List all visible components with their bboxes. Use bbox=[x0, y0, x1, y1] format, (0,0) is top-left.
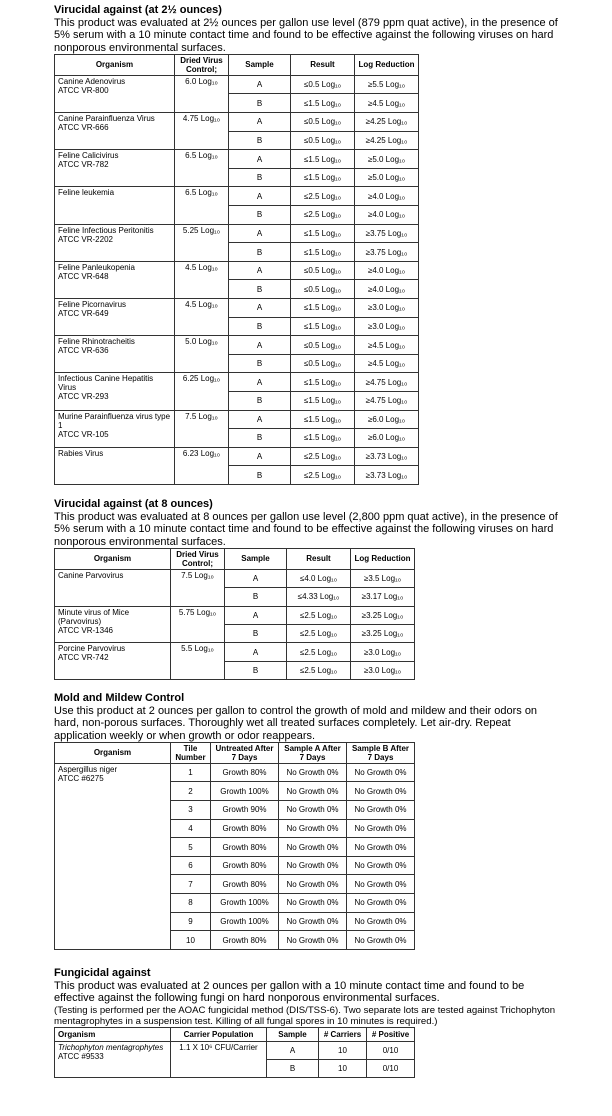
result-cell: ≤2.5 Log₁₀ bbox=[291, 466, 355, 485]
body-line: nonporous environmental surfaces. bbox=[54, 41, 226, 54]
result-cell: ≤1.5 Log₁₀ bbox=[291, 94, 355, 113]
header-organism: Organism bbox=[55, 1027, 171, 1041]
header-log-reduction: Log Reduction bbox=[351, 548, 415, 569]
mold-mildew-table bbox=[54, 742, 415, 950]
header-organism: Organism bbox=[55, 548, 171, 569]
result-cell: ≤4.0 Log₁₀ bbox=[287, 569, 351, 587]
untreated-cell: Growth 100% bbox=[211, 912, 279, 931]
sample-b-cell: No Growth 0% bbox=[347, 912, 415, 931]
log-reduction-cell: ≥3.17 Log₁₀ bbox=[351, 588, 415, 606]
organism-cell bbox=[55, 1041, 171, 1077]
control-cell: 4.5 Log₁₀ bbox=[175, 261, 229, 298]
log-reduction-cell: ≥6.0 Log₁₀ bbox=[355, 429, 419, 448]
log-reduction-cell: ≥3.73 Log₁₀ bbox=[355, 466, 419, 485]
table-row bbox=[55, 75, 419, 94]
note-line: (Testing is performed per the AOAC fungicidal method (DIS/TSS-6). Two separate lots are tested against Trichophyton bbox=[54, 1004, 556, 1016]
body-line: application weekly or when growth or odor reappears. bbox=[54, 729, 316, 742]
control-cell: 6.5 Log₁₀ bbox=[175, 150, 229, 187]
log-reduction-cell: ≥4.0 Log₁₀ bbox=[355, 280, 419, 299]
sample-cell: A bbox=[229, 113, 291, 132]
sample-a-cell: No Growth 0% bbox=[279, 782, 347, 801]
control-cell: 6.5 Log₁₀ bbox=[175, 187, 229, 224]
note-line: mentagrophytes in a suspension test. Killing of all fungal spores in 10 minutes is required.) bbox=[54, 1015, 438, 1027]
organism-name-line: ATCC VR-800 bbox=[58, 85, 109, 95]
untreated-cell: Growth 80% bbox=[211, 819, 279, 838]
sample-cell: A bbox=[229, 150, 291, 169]
sample-b-cell: No Growth 0% bbox=[347, 931, 415, 950]
table-row bbox=[55, 373, 419, 392]
organism-name-line: Feline Infectious Peritonitis bbox=[58, 225, 154, 235]
tile-number-cell: 6 bbox=[171, 856, 211, 875]
result-cell: ≤1.5 Log₁₀ bbox=[291, 317, 355, 336]
organism-name-line: ATCC VR-2202 bbox=[58, 234, 113, 244]
untreated-cell: Growth 80% bbox=[211, 763, 279, 782]
organism-name-line: Canine Adenovirus bbox=[58, 76, 126, 86]
log-reduction-cell: ≥4.0 Log₁₀ bbox=[355, 206, 419, 225]
tile-number-cell: 9 bbox=[171, 912, 211, 931]
header-positive: # Positive bbox=[367, 1027, 415, 1041]
sample-a-cell: No Growth 0% bbox=[279, 819, 347, 838]
organism-cell bbox=[55, 763, 171, 949]
result-cell: ≤2.5 Log₁₀ bbox=[291, 187, 355, 206]
sample-cell: A bbox=[229, 261, 291, 280]
sample-cell: A bbox=[229, 410, 291, 429]
sample-cell: B bbox=[229, 94, 291, 113]
sample-cell: A bbox=[229, 187, 291, 206]
log-reduction-cell: ≥4.0 Log₁₀ bbox=[355, 261, 419, 280]
organism-name-line: ATCC VR-648 bbox=[58, 271, 109, 281]
table-row bbox=[55, 299, 419, 318]
organism-name-line: ATCC VR-742 bbox=[58, 653, 109, 663]
untreated-cell: Growth 100% bbox=[211, 782, 279, 801]
section-heading: Virucidal against (at 8 ounces) bbox=[54, 498, 213, 510]
organism-cell bbox=[55, 299, 175, 336]
organism-name-line: Porcine Parvovirus bbox=[58, 644, 126, 654]
organism-name-line: Minute virus of Mice bbox=[58, 607, 130, 617]
table-row bbox=[55, 224, 419, 243]
organism-cell bbox=[55, 113, 175, 150]
organism-name-line: Feline Panleukopenia bbox=[58, 262, 135, 272]
result-cell: ≤1.5 Log₁₀ bbox=[291, 224, 355, 243]
result-cell: ≤1.5 Log₁₀ bbox=[291, 168, 355, 187]
result-cell: ≤2.5 Log₁₀ bbox=[291, 206, 355, 225]
tile-number-cell: 10 bbox=[171, 931, 211, 950]
header-sample: Sample bbox=[225, 548, 287, 569]
log-reduction-cell: ≥3.0 Log₁₀ bbox=[355, 299, 419, 318]
result-cell: ≤2.5 Log₁₀ bbox=[287, 661, 351, 679]
table-row bbox=[55, 410, 419, 429]
log-reduction-cell: ≥3.5 Log₁₀ bbox=[351, 569, 415, 587]
organism-name-line: ATCC VR-105 bbox=[58, 429, 109, 439]
section-body bbox=[54, 511, 558, 548]
log-reduction-cell: ≥3.0 Log₁₀ bbox=[351, 661, 415, 679]
untreated-cell: Growth 90% bbox=[211, 801, 279, 820]
organism-name-line: Canine Parainfluenza Virus bbox=[58, 114, 155, 124]
section-heading: Virucidal against (at 2½ ounces) bbox=[54, 4, 222, 16]
sample-cell: B bbox=[225, 625, 287, 643]
log-reduction-cell: ≥3.75 Log₁₀ bbox=[355, 243, 419, 262]
organism-cell bbox=[55, 75, 175, 112]
table-row bbox=[55, 113, 419, 132]
tile-number-cell: 4 bbox=[171, 819, 211, 838]
control-cell: 6.23 Log₁₀ bbox=[175, 447, 229, 484]
body-line: This product was evaluated at 2 ounces per gallon with a 10 minute contact time and found to be bbox=[54, 980, 525, 992]
log-reduction-cell: ≥3.0 Log₁₀ bbox=[355, 317, 419, 336]
organism-name-line: Feline leukemia bbox=[58, 188, 115, 198]
sample-cell: A bbox=[267, 1041, 319, 1059]
result-cell: ≤0.5 Log₁₀ bbox=[291, 354, 355, 373]
organism-name-line: Trichophyton mentagrophytes bbox=[58, 1042, 164, 1052]
organism-cell bbox=[55, 336, 175, 373]
organism-name-line: Murine Parainfluenza virus type 1 bbox=[58, 411, 171, 430]
sample-cell: B bbox=[225, 661, 287, 679]
sample-cell: B bbox=[229, 168, 291, 187]
result-cell: ≤0.5 Log₁₀ bbox=[291, 280, 355, 299]
log-reduction-cell: ≥3.0 Log₁₀ bbox=[351, 643, 415, 661]
header-untreated: Untreated After 7 Days bbox=[211, 742, 279, 763]
result-cell: ≤2.5 Log₁₀ bbox=[291, 447, 355, 466]
log-reduction-cell: ≥4.5 Log₁₀ bbox=[355, 94, 419, 113]
tile-number-cell: 3 bbox=[171, 801, 211, 820]
result-cell: ≤1.5 Log₁₀ bbox=[291, 243, 355, 262]
sample-cell: B bbox=[229, 131, 291, 150]
sample-a-cell: No Growth 0% bbox=[279, 931, 347, 950]
section-heading: Fungicidal against bbox=[54, 967, 151, 979]
table-row bbox=[55, 763, 415, 782]
organism-name-line: ATCC VR-636 bbox=[58, 346, 109, 356]
section-body bbox=[54, 980, 555, 1027]
body-line: 5% serum with a 10 minute contact time and found to be effective against the following viruses on hard bbox=[54, 29, 554, 42]
fungicidal-section bbox=[54, 967, 555, 1078]
result-cell: ≤0.5 Log₁₀ bbox=[291, 75, 355, 94]
sample-cell: A bbox=[229, 75, 291, 94]
untreated-cell: Growth 80% bbox=[211, 838, 279, 857]
sample-b-cell: No Growth 0% bbox=[347, 894, 415, 913]
sample-b-cell: No Growth 0% bbox=[347, 856, 415, 875]
sample-a-cell: No Growth 0% bbox=[279, 801, 347, 820]
header-organism: Organism bbox=[55, 54, 175, 75]
log-reduction-cell: ≥4.5 Log₁₀ bbox=[355, 336, 419, 355]
organism-name-line: ATCC VR-666 bbox=[58, 123, 109, 133]
log-reduction-cell: ≥4.25 Log₁₀ bbox=[355, 131, 419, 150]
result-cell: ≤1.5 Log₁₀ bbox=[291, 150, 355, 169]
sample-cell: A bbox=[229, 373, 291, 392]
log-reduction-cell: ≥3.25 Log₁₀ bbox=[351, 625, 415, 643]
section-body bbox=[54, 17, 558, 54]
organism-name-line: ATCC VR-293 bbox=[58, 392, 109, 402]
organism-cell bbox=[55, 643, 171, 680]
positive-cell: 0/10 bbox=[367, 1059, 415, 1077]
sample-cell: B bbox=[229, 317, 291, 336]
table-row bbox=[55, 569, 415, 587]
virucidal-2-5oz-section bbox=[54, 4, 558, 485]
organism-cell bbox=[55, 410, 175, 447]
organism-cell bbox=[55, 447, 175, 484]
sample-cell: A bbox=[229, 224, 291, 243]
body-line: Use this product at 2 ounces per gallon to control the growth of mold and mildew and their odors on bbox=[54, 705, 538, 717]
result-cell: ≤0.5 Log₁₀ bbox=[291, 261, 355, 280]
organism-cell bbox=[55, 187, 175, 224]
control-cell: 6.0 Log₁₀ bbox=[175, 75, 229, 112]
organism-name-line: ATCC #9533 bbox=[58, 1051, 104, 1061]
sample-cell: B bbox=[225, 588, 287, 606]
log-reduction-cell: ≥4.5 Log₁₀ bbox=[355, 354, 419, 373]
tile-number-cell: 2 bbox=[171, 782, 211, 801]
sample-cell: A bbox=[229, 299, 291, 318]
log-reduction-cell: ≥5.5 Log₁₀ bbox=[355, 75, 419, 94]
organism-name-line: (Parvovirus) bbox=[58, 616, 102, 626]
sample-a-cell: No Growth 0% bbox=[279, 838, 347, 857]
log-reduction-cell: ≥3.75 Log₁₀ bbox=[355, 224, 419, 243]
table-row bbox=[55, 447, 419, 466]
sample-cell: B bbox=[229, 243, 291, 262]
control-cell: 6.25 Log₁₀ bbox=[175, 373, 229, 410]
sample-cell: A bbox=[225, 643, 287, 661]
organism-name-line: Aspergillus niger bbox=[58, 764, 118, 774]
result-cell: ≤1.5 Log₁₀ bbox=[291, 299, 355, 318]
organism-cell bbox=[55, 373, 175, 410]
organism-cell bbox=[55, 150, 175, 187]
body-line: effective against the following fungi on hard nonporous environmental surfaces. bbox=[54, 992, 440, 1005]
untreated-cell: Growth 80% bbox=[211, 856, 279, 875]
organism-name-line: Feline Rhinotracheitis bbox=[58, 337, 135, 347]
table-row bbox=[55, 606, 415, 624]
organism-cell bbox=[55, 606, 171, 643]
sample-cell: B bbox=[267, 1059, 319, 1077]
sample-cell: B bbox=[229, 466, 291, 485]
result-cell: ≤1.5 Log₁₀ bbox=[291, 429, 355, 448]
mold-mildew-section bbox=[54, 692, 537, 950]
control-cell: 5.75 Log₁₀ bbox=[171, 606, 225, 643]
virucidal-8oz-section bbox=[54, 498, 558, 680]
fungicidal-table bbox=[54, 1027, 415, 1078]
sample-b-cell: No Growth 0% bbox=[347, 875, 415, 894]
sample-cell: A bbox=[225, 606, 287, 624]
log-reduction-cell: ≥6.0 Log₁₀ bbox=[355, 410, 419, 429]
body-line: hard, non-porous surfaces. Thoroughly wet all treated surfaces completely. Let air-dry. Repeat bbox=[54, 717, 511, 730]
header-sample: Sample bbox=[267, 1027, 319, 1041]
organism-name-line: Feline Picornavirus bbox=[58, 300, 127, 310]
control-cell: 5.0 Log₁₀ bbox=[175, 336, 229, 373]
log-reduction-cell: ≥5.0 Log₁₀ bbox=[355, 150, 419, 169]
control-cell: 5.5 Log₁₀ bbox=[171, 643, 225, 680]
organism-name-line: ATCC VR-782 bbox=[58, 160, 109, 170]
table-row bbox=[55, 150, 419, 169]
organism-name-line: Rabies Virus bbox=[58, 448, 104, 458]
organism-name-line: ATCC #6275 bbox=[58, 773, 104, 783]
body-line: nonporous environmental surfaces. bbox=[54, 535, 226, 548]
sample-cell: A bbox=[225, 569, 287, 587]
header-carrier-population: Carrier Population bbox=[171, 1027, 267, 1041]
untreated-cell: Growth 80% bbox=[211, 875, 279, 894]
header-control: Dried Virus Control; bbox=[171, 548, 225, 569]
control-cell: 4.5 Log₁₀ bbox=[175, 299, 229, 336]
sample-b-cell: No Growth 0% bbox=[347, 763, 415, 782]
carriers-cell: 10 bbox=[319, 1041, 367, 1059]
section-body bbox=[54, 705, 537, 742]
result-cell: ≤0.5 Log₁₀ bbox=[291, 131, 355, 150]
organism-name-line: Canine Parvovirus bbox=[58, 570, 124, 580]
sample-cell: B bbox=[229, 429, 291, 448]
virucidal-8oz-table bbox=[54, 548, 415, 680]
sample-cell: B bbox=[229, 354, 291, 373]
control-cell: 7.5 Log₁₀ bbox=[175, 410, 229, 447]
log-reduction-cell: ≥5.0 Log₁₀ bbox=[355, 168, 419, 187]
sample-b-cell: No Growth 0% bbox=[347, 838, 415, 857]
header-sample-b: Sample B After 7 Days bbox=[347, 742, 415, 763]
virucidal-2-5oz-table bbox=[54, 54, 419, 485]
sample-a-cell: No Growth 0% bbox=[279, 894, 347, 913]
table-row bbox=[55, 643, 415, 661]
header-sample-a: Sample A After 7 Days bbox=[279, 742, 347, 763]
log-reduction-cell: ≥4.75 Log₁₀ bbox=[355, 391, 419, 410]
result-cell: ≤2.5 Log₁₀ bbox=[287, 606, 351, 624]
sample-a-cell: No Growth 0% bbox=[279, 912, 347, 931]
untreated-cell: Growth 100% bbox=[211, 894, 279, 913]
log-reduction-cell: ≥4.25 Log₁₀ bbox=[355, 113, 419, 132]
header-result: Result bbox=[287, 548, 351, 569]
result-cell: ≤1.5 Log₁₀ bbox=[291, 391, 355, 410]
table-row bbox=[55, 336, 419, 355]
sample-cell: A bbox=[229, 336, 291, 355]
sample-cell: B bbox=[229, 280, 291, 299]
organism-name-line: ATCC VR-649 bbox=[58, 309, 109, 319]
positive-cell: 0/10 bbox=[367, 1041, 415, 1059]
result-cell: ≤1.5 Log₁₀ bbox=[291, 373, 355, 392]
table-row bbox=[55, 1041, 415, 1059]
result-cell: ≤0.5 Log₁₀ bbox=[291, 113, 355, 132]
header-carriers: # Carriers bbox=[319, 1027, 367, 1041]
header-sample: Sample bbox=[229, 54, 291, 75]
organism-name-line: Infectious Canine Hepatitis Virus bbox=[58, 374, 154, 393]
sample-cell: B bbox=[229, 391, 291, 410]
sample-a-cell: No Growth 0% bbox=[279, 875, 347, 894]
result-cell: ≤2.5 Log₁₀ bbox=[287, 643, 351, 661]
control-cell: 5.25 Log₁₀ bbox=[175, 224, 229, 261]
sample-a-cell: No Growth 0% bbox=[279, 763, 347, 782]
organism-name-line: ATCC VR-1346 bbox=[58, 625, 113, 635]
organism-name-line: Feline Calicivirus bbox=[58, 151, 119, 161]
carrier-population-cell: 1.1 X 10⁶ CFU/Carrier bbox=[171, 1041, 267, 1077]
sample-a-cell: No Growth 0% bbox=[279, 856, 347, 875]
organism-cell bbox=[55, 261, 175, 298]
sample-cell: B bbox=[229, 206, 291, 225]
control-cell: 7.5 Log₁₀ bbox=[171, 569, 225, 606]
result-cell: ≤4.33 Log₁₀ bbox=[287, 588, 351, 606]
tile-number-cell: 1 bbox=[171, 763, 211, 782]
body-line: 5% serum with a 10 minute contact time and found to be effective against the following viruses on hard bbox=[54, 523, 554, 536]
sample-cell: A bbox=[229, 447, 291, 466]
result-cell: ≤0.5 Log₁₀ bbox=[291, 336, 355, 355]
log-reduction-cell: ≥3.73 Log₁₀ bbox=[355, 447, 419, 466]
tile-number-cell: 8 bbox=[171, 894, 211, 913]
section-heading: Mold and Mildew Control bbox=[54, 692, 185, 704]
body-line: This product was evaluated at 8 ounces per gallon use level (2,800 ppm quat active), in the presence of bbox=[54, 511, 558, 523]
header-control: Dried Virus Control; bbox=[175, 54, 229, 75]
result-cell: ≤1.5 Log₁₀ bbox=[291, 410, 355, 429]
header-log-reduction: Log Reduction bbox=[355, 54, 419, 75]
header-organism: Organism bbox=[55, 742, 171, 763]
header-result: Result bbox=[291, 54, 355, 75]
tile-number-cell: 7 bbox=[171, 875, 211, 894]
carriers-cell: 10 bbox=[319, 1059, 367, 1077]
log-reduction-cell: ≥3.25 Log₁₀ bbox=[351, 606, 415, 624]
untreated-cell: Growth 80% bbox=[211, 931, 279, 950]
organism-cell bbox=[55, 569, 171, 606]
sample-b-cell: No Growth 0% bbox=[347, 819, 415, 838]
organism-cell bbox=[55, 224, 175, 261]
sample-b-cell: No Growth 0% bbox=[347, 801, 415, 820]
log-reduction-cell: ≥4.0 Log₁₀ bbox=[355, 187, 419, 206]
result-cell: ≤2.5 Log₁₀ bbox=[287, 625, 351, 643]
header-tile-number: Tile Number bbox=[171, 742, 211, 763]
body-line: This product was evaluated at 2½ ounces per gallon use level (879 ppm quat active), in the presence of bbox=[54, 17, 558, 29]
table-row bbox=[55, 261, 419, 280]
sample-b-cell: No Growth 0% bbox=[347, 782, 415, 801]
table-row bbox=[55, 187, 419, 206]
log-reduction-cell: ≥4.75 Log₁₀ bbox=[355, 373, 419, 392]
tile-number-cell: 5 bbox=[171, 838, 211, 857]
control-cell: 4.75 Log₁₀ bbox=[175, 113, 229, 150]
